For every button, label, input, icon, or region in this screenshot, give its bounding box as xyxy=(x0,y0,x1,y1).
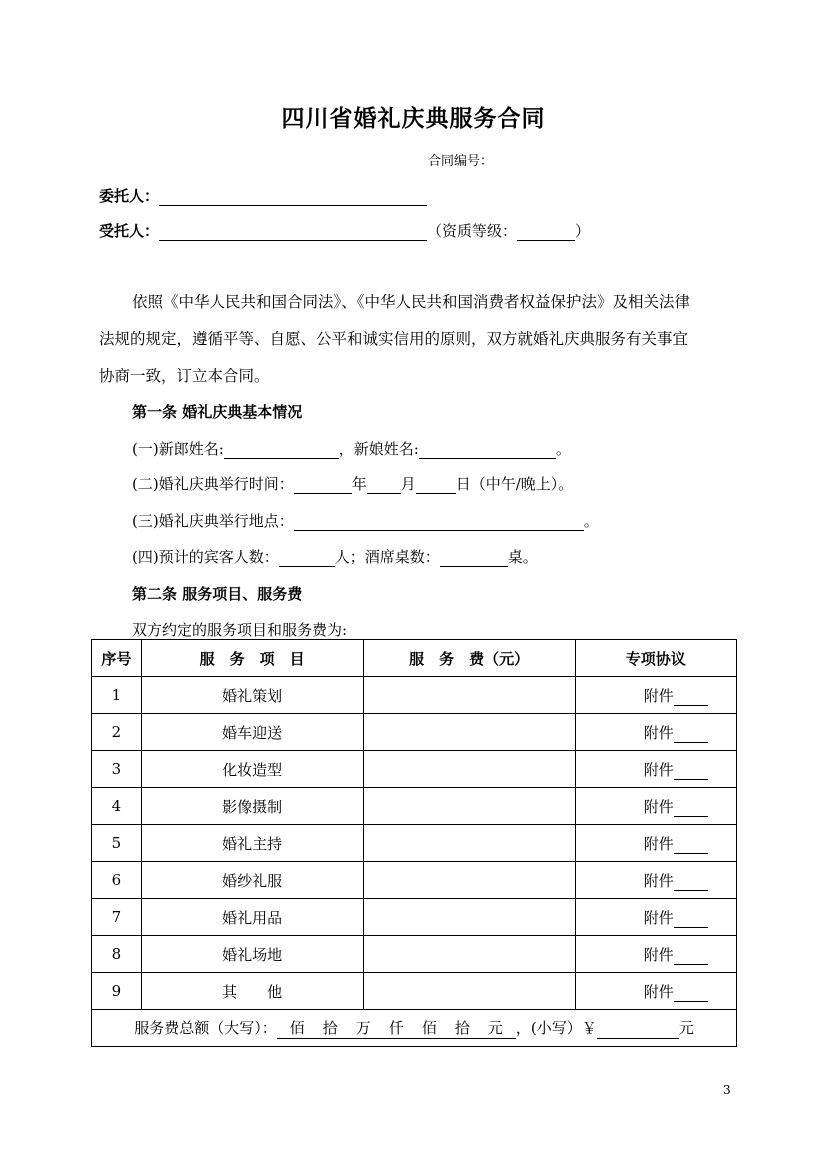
service-fee-cell[interactable] xyxy=(363,677,575,714)
total-unit-label: 元 xyxy=(487,1019,503,1037)
day-label: 日（中午/晚上）。 xyxy=(455,475,574,493)
service-item: 化妆造型 xyxy=(141,751,363,788)
intro-line-1: 依照《中华人民共和国合同法》、《中华人民共和国消费者权益保护法》及相关法律 xyxy=(132,293,691,311)
service-fee-cell[interactable] xyxy=(363,788,575,825)
table-header-row xyxy=(92,640,737,677)
header-item: 服 务 项 目 xyxy=(141,640,363,677)
attachment-label: 附件 xyxy=(643,723,674,742)
service-fee-cell[interactable] xyxy=(363,973,575,1010)
table-row xyxy=(92,825,737,862)
day-field[interactable] xyxy=(416,477,456,494)
service-item: 婚纱礼服 xyxy=(141,862,363,899)
line-end-1: 。 xyxy=(555,440,571,458)
qualification-level-field[interactable] xyxy=(517,224,575,241)
header-agreement: 专项协议 xyxy=(575,640,736,677)
table-count-label: 人；酒席桌数： xyxy=(334,548,440,566)
total-suffix: 元 xyxy=(678,1019,694,1037)
service-fee-cell[interactable] xyxy=(363,936,575,973)
services-table xyxy=(91,639,737,1047)
attachment-cell xyxy=(575,751,736,788)
header-fee: 服 务 费（元） xyxy=(363,640,575,677)
article-2-intro: 双方约定的服务项目和服务费为: xyxy=(132,621,348,639)
attachment-label: 附件 xyxy=(643,760,674,779)
bride-name-field[interactable] xyxy=(419,442,556,459)
groom-name-label: (一)新郎姓名: xyxy=(132,440,224,458)
service-fee-cell[interactable] xyxy=(363,825,575,862)
client-label: 委托人： xyxy=(99,187,160,205)
attachment-cell xyxy=(575,714,736,751)
attachment-cell xyxy=(575,936,736,973)
article-2-title: 第二条 服务项目、服务费 xyxy=(132,585,303,603)
total-amount-words-field[interactable] xyxy=(277,1017,516,1039)
total-amount-figures-field[interactable] xyxy=(597,1022,679,1039)
total-prefix: 服务费总额（大写）： xyxy=(134,1019,277,1037)
attachment-cell xyxy=(575,825,736,862)
attachment-cell xyxy=(575,973,736,1010)
intro-line-3: 协商一致，订立本合同。 xyxy=(99,367,270,385)
line-end-3: 。 xyxy=(583,512,599,530)
attachment-cell xyxy=(575,788,736,825)
row-number: 5 xyxy=(92,825,142,862)
contractor-name-field[interactable] xyxy=(159,224,427,241)
service-item: 影像摄制 xyxy=(141,788,363,825)
attachment-label: 附件 xyxy=(643,797,674,816)
attachment-label: 附件 xyxy=(643,982,674,1001)
bride-name-label: ，新娘姓名: xyxy=(338,440,419,458)
intro-line-2: 法规的规定，遵循平等、自愿、公平和诚实信用的原则，双方就婚礼庆典服务有关事宜 xyxy=(99,330,689,348)
service-fee-cell[interactable] xyxy=(363,751,575,788)
service-item: 婚车迎送 xyxy=(141,714,363,751)
service-item: 婚礼主持 xyxy=(141,825,363,862)
ceremony-venue-field[interactable] xyxy=(294,514,584,531)
row-number: 8 xyxy=(92,936,142,973)
qualification-open: （资质等级： xyxy=(427,222,518,240)
guest-count-label: (四)预计的宾客人数： xyxy=(132,548,279,566)
table-count-field[interactable] xyxy=(440,550,508,567)
ceremony-venue-line xyxy=(132,510,599,531)
row-number: 1 xyxy=(92,677,142,714)
table-row xyxy=(92,788,737,825)
row-number: 3 xyxy=(92,751,142,788)
attachment-number-field[interactable] xyxy=(674,913,708,928)
attachment-label: 附件 xyxy=(643,945,674,964)
client-name-field[interactable] xyxy=(159,189,427,206)
attachment-label: 附件 xyxy=(643,871,674,890)
service-item: 婚礼场地 xyxy=(141,936,363,973)
guests-tables-line xyxy=(132,546,538,567)
table-row xyxy=(92,973,737,1010)
service-fee-cell[interactable] xyxy=(363,899,575,936)
table-row xyxy=(92,751,737,788)
service-item: 其 他 xyxy=(141,973,363,1010)
groom-name-field[interactable] xyxy=(224,442,339,459)
attachment-label: 附件 xyxy=(643,834,674,853)
table-row xyxy=(92,936,737,973)
attachment-number-field[interactable] xyxy=(674,728,708,743)
attachment-label: 附件 xyxy=(643,686,674,705)
contractor-label: 受托人： xyxy=(99,222,160,240)
table-row xyxy=(92,714,737,751)
ceremony-time-line xyxy=(132,473,573,494)
row-number: 7 xyxy=(92,899,142,936)
table-row xyxy=(92,899,737,936)
attachment-label: 附件 xyxy=(643,908,674,927)
attachment-number-field[interactable] xyxy=(674,802,708,817)
ceremony-time-label: (二)婚礼庆典举行时间： xyxy=(132,475,294,493)
service-item: 婚礼策划 xyxy=(141,677,363,714)
row-number: 2 xyxy=(92,714,142,751)
attachment-number-field[interactable] xyxy=(674,765,708,780)
qualification-close: ） xyxy=(575,222,591,240)
article-1-title: 第一条 婚礼庆典基本情况 xyxy=(132,403,303,421)
service-item: 婚礼用品 xyxy=(141,899,363,936)
total-unit-label: 仟 xyxy=(388,1019,404,1037)
total-row xyxy=(92,1010,737,1047)
header-no: 序号 xyxy=(92,640,142,677)
year-label: 年 xyxy=(351,475,367,493)
attachment-number-field[interactable] xyxy=(674,876,708,891)
attachment-cell xyxy=(575,677,736,714)
page-number: 3 xyxy=(723,1083,731,1097)
total-unit-label: 佰 xyxy=(289,1019,305,1037)
month-field[interactable] xyxy=(367,477,401,494)
service-fee-cell[interactable] xyxy=(363,714,575,751)
total-middle: ，(小写）￥ xyxy=(515,1019,597,1037)
total-unit-label: 万 xyxy=(355,1019,371,1037)
line-end-4: 桌。 xyxy=(507,548,538,566)
total-unit-label: 拾 xyxy=(322,1019,338,1037)
total-cell xyxy=(92,1010,737,1047)
attachment-cell xyxy=(575,899,736,936)
attachment-number-field[interactable] xyxy=(674,987,708,1002)
service-fee-cell[interactable] xyxy=(363,862,575,899)
total-unit-label: 佰 xyxy=(421,1019,437,1037)
row-number: 9 xyxy=(92,973,142,1010)
guest-count-field[interactable] xyxy=(279,550,335,567)
groom-bride-line xyxy=(132,438,571,459)
year-field[interactable] xyxy=(294,477,352,494)
attachment-number-field[interactable] xyxy=(674,839,708,854)
contractor-row xyxy=(99,220,590,241)
table-row xyxy=(92,862,737,899)
month-label: 月 xyxy=(400,475,416,493)
row-number: 6 xyxy=(92,862,142,899)
attachment-cell xyxy=(575,862,736,899)
table-row xyxy=(92,677,737,714)
total-unit-label: 拾 xyxy=(454,1019,470,1037)
attachment-number-field[interactable] xyxy=(674,950,708,965)
ceremony-venue-label: (三)婚礼庆典举行地点： xyxy=(132,512,294,530)
contract-number-label: 合同编号： xyxy=(428,154,494,169)
row-number: 4 xyxy=(92,788,142,825)
page-title: 四川省婚礼庆典服务合同 xyxy=(281,106,546,132)
client-row xyxy=(99,185,427,206)
attachment-number-field[interactable] xyxy=(674,691,708,706)
